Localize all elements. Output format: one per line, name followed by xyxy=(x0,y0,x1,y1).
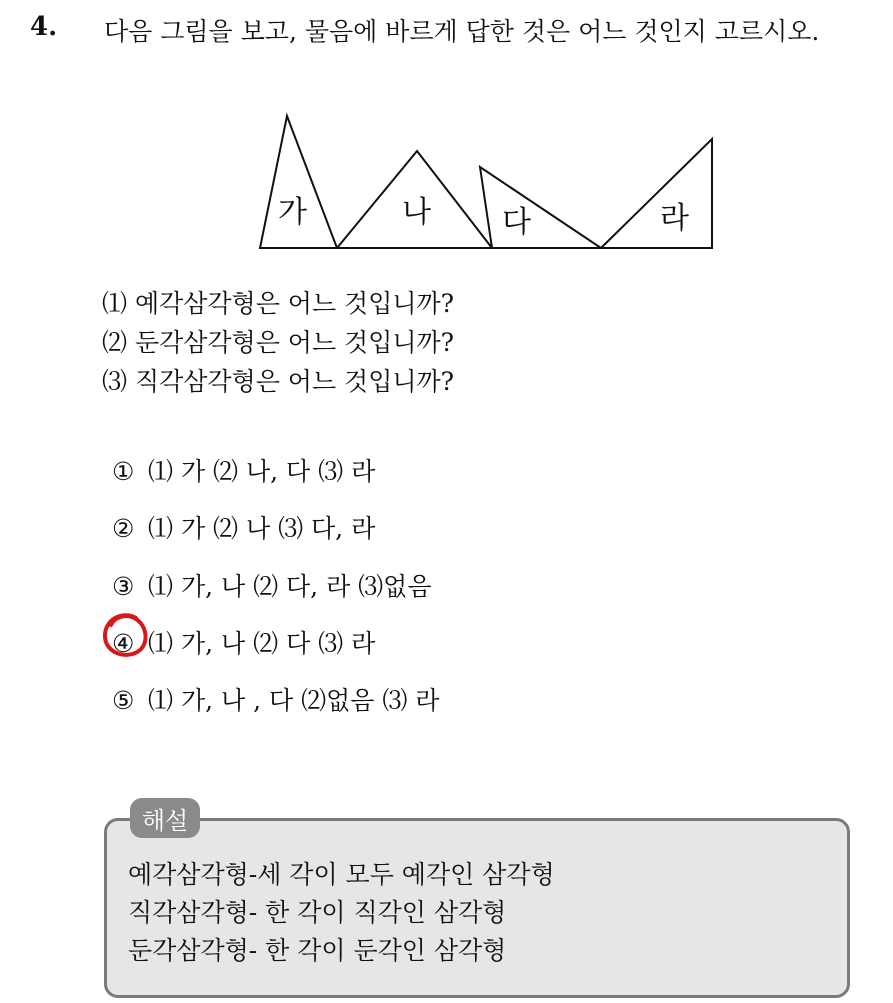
explanation-line-1: 예각삼각형-세 각이 모두 예각인 삼각형 xyxy=(128,860,555,889)
label-da: 다 xyxy=(502,205,531,240)
question-text: 다음 그림을 보고, 물음에 바르게 답한 것은 어느 것인지 고르시오. xyxy=(104,17,820,46)
option-text: ⑴ 가, 나 ⑵ 다, 라 ⑶없음 xyxy=(148,572,432,601)
sub-question-2: ⑵ 둔각삼각형은 어느 것입니까? xyxy=(102,328,455,357)
triangle-da xyxy=(480,167,601,248)
triangle-figure xyxy=(0,0,893,300)
option-3[interactable] xyxy=(112,567,431,603)
option-2[interactable] xyxy=(112,509,375,545)
option-1[interactable] xyxy=(112,452,375,488)
option-number: ② xyxy=(112,514,135,543)
option-text: ⑴ 가, 나 , 다 ⑵없음 ⑶ 라 xyxy=(148,686,440,715)
explanation-line-3: 둔각삼각형- 한 각이 둔각인 삼각형 xyxy=(128,936,507,965)
option-text: ⑴ 가, 나 ⑵ 다 ⑶ 라 xyxy=(148,629,376,658)
option-text: ⑴ 가 ⑵ 나, 다 ⑶ 라 xyxy=(148,457,376,486)
label-ra: 라 xyxy=(660,201,689,236)
option-number: ④ xyxy=(112,629,135,658)
explanation-line-2: 직각삼각형- 한 각이 직각인 삼각형 xyxy=(128,898,507,927)
sub-question-1: ⑴ 예각삼각형은 어느 것입니까? xyxy=(102,289,455,318)
label-na: 나 xyxy=(402,195,431,230)
answer-circle-stroke xyxy=(105,615,146,655)
explanation-tag: 해설 xyxy=(130,798,200,838)
option-number: ⑤ xyxy=(112,686,135,715)
sub-question-3: ⑶ 직각삼각형은 어느 것입니까? xyxy=(102,367,455,396)
label-ga: 가 xyxy=(278,195,307,230)
question-number: 4. xyxy=(30,12,58,42)
option-5[interactable] xyxy=(112,681,439,717)
option-number: ① xyxy=(112,457,135,486)
option-number: ③ xyxy=(112,572,135,601)
option-text: ⑴ 가 ⑵ 나 ⑶ 다, 라 xyxy=(148,514,376,543)
answer-circle-mark xyxy=(100,610,152,662)
triangle-ra xyxy=(601,139,712,248)
